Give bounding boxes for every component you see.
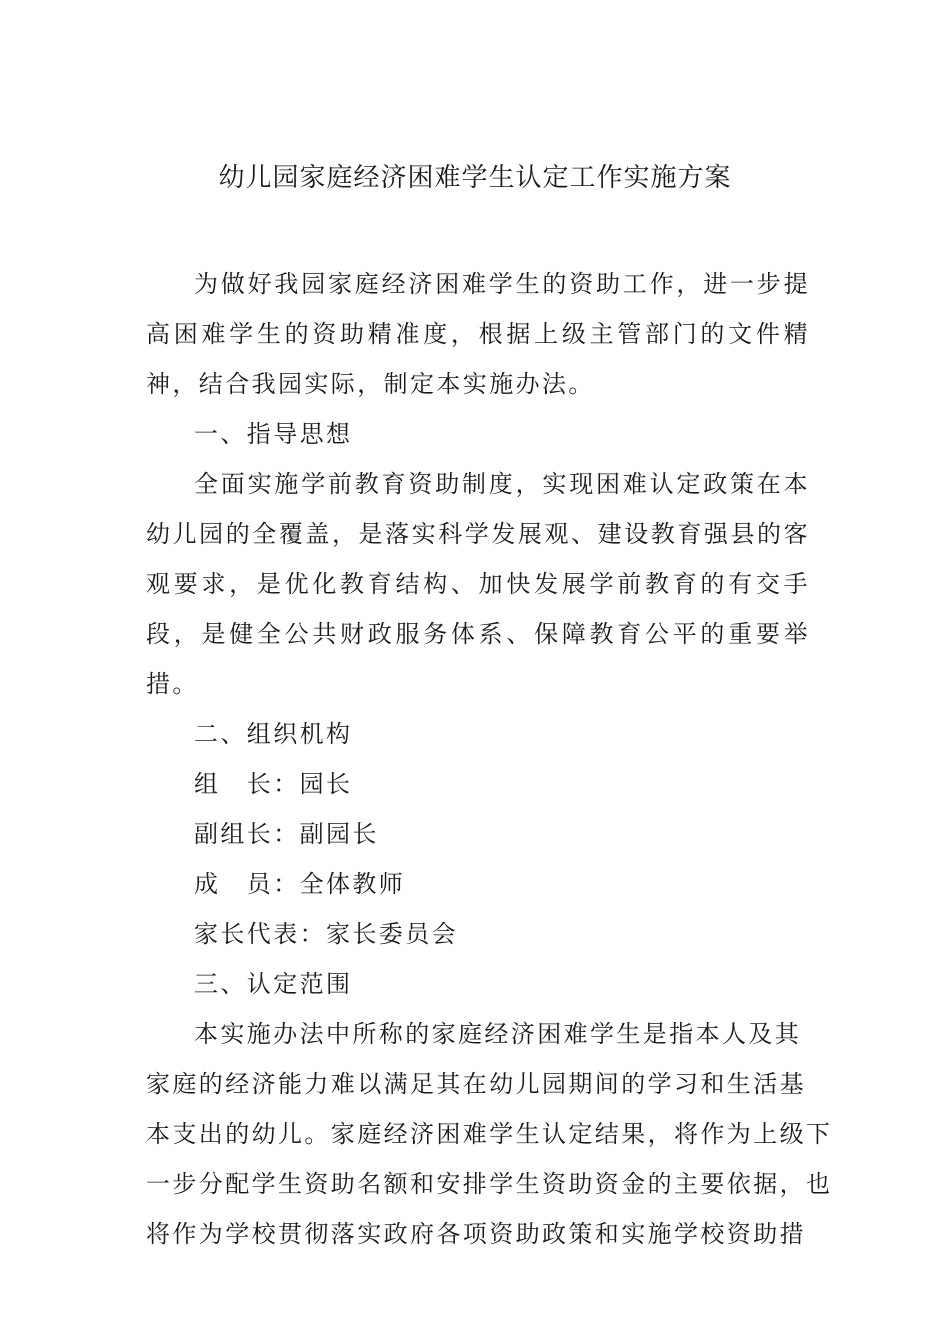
- scope-paragraph: [146, 1009, 833, 1259]
- guiding-ideology-paragraph: 全面实施学前教育资助制度，实现困难认定政策在本幼儿园的全覆盖，是落实科学发展观、建设教育强县的客观要求，是优化教育结构、加快发展学前教育的有交手段，是健全公共财政服务体系、保障教育公平的重要举措。: [146, 470, 810, 698]
- section-heading-organization: 二、组织机构: [194, 720, 353, 748]
- scope-line: 将作为学校贯彻落实政府各项资助政策和实施学校资助措: [146, 1220, 806, 1248]
- section-heading-scope: 三、认定范围: [194, 970, 353, 998]
- org-leader: 组 长：园长: [194, 770, 353, 798]
- org-members: 成 员：全体教师: [194, 870, 406, 898]
- document-body: [146, 259, 833, 1259]
- document-title: 幼儿园家庭经济困难学生认定工作实施方案: [218, 163, 732, 193]
- scope-line: 家庭的经济能力难以满足其在幼儿园期间的学习和生活基: [146, 1070, 806, 1098]
- scope-line: 一步分配学生资助名额和安排学生资助资金的主要依据，也: [146, 1170, 833, 1198]
- scope-line: 本实施办法中所称的家庭经济困难学生是指本人及其: [194, 1020, 802, 1048]
- section-heading-guiding-ideology: 一、指导思想: [194, 420, 353, 448]
- intro-paragraph: 为做好我园家庭经济困难学生的资助工作，进一步提高困难学生的资助精准度，根据上级主管部门的文件精神，结合我园实际，制定本实施办法。: [146, 270, 810, 398]
- org-parent-representatives: 家长代表：家长委员会: [194, 920, 458, 948]
- scope-line: 本支出的幼儿。家庭经济困难学生认定结果，将作为上级下: [146, 1120, 833, 1148]
- org-deputy-leader: 副组长：副园长: [194, 820, 379, 848]
